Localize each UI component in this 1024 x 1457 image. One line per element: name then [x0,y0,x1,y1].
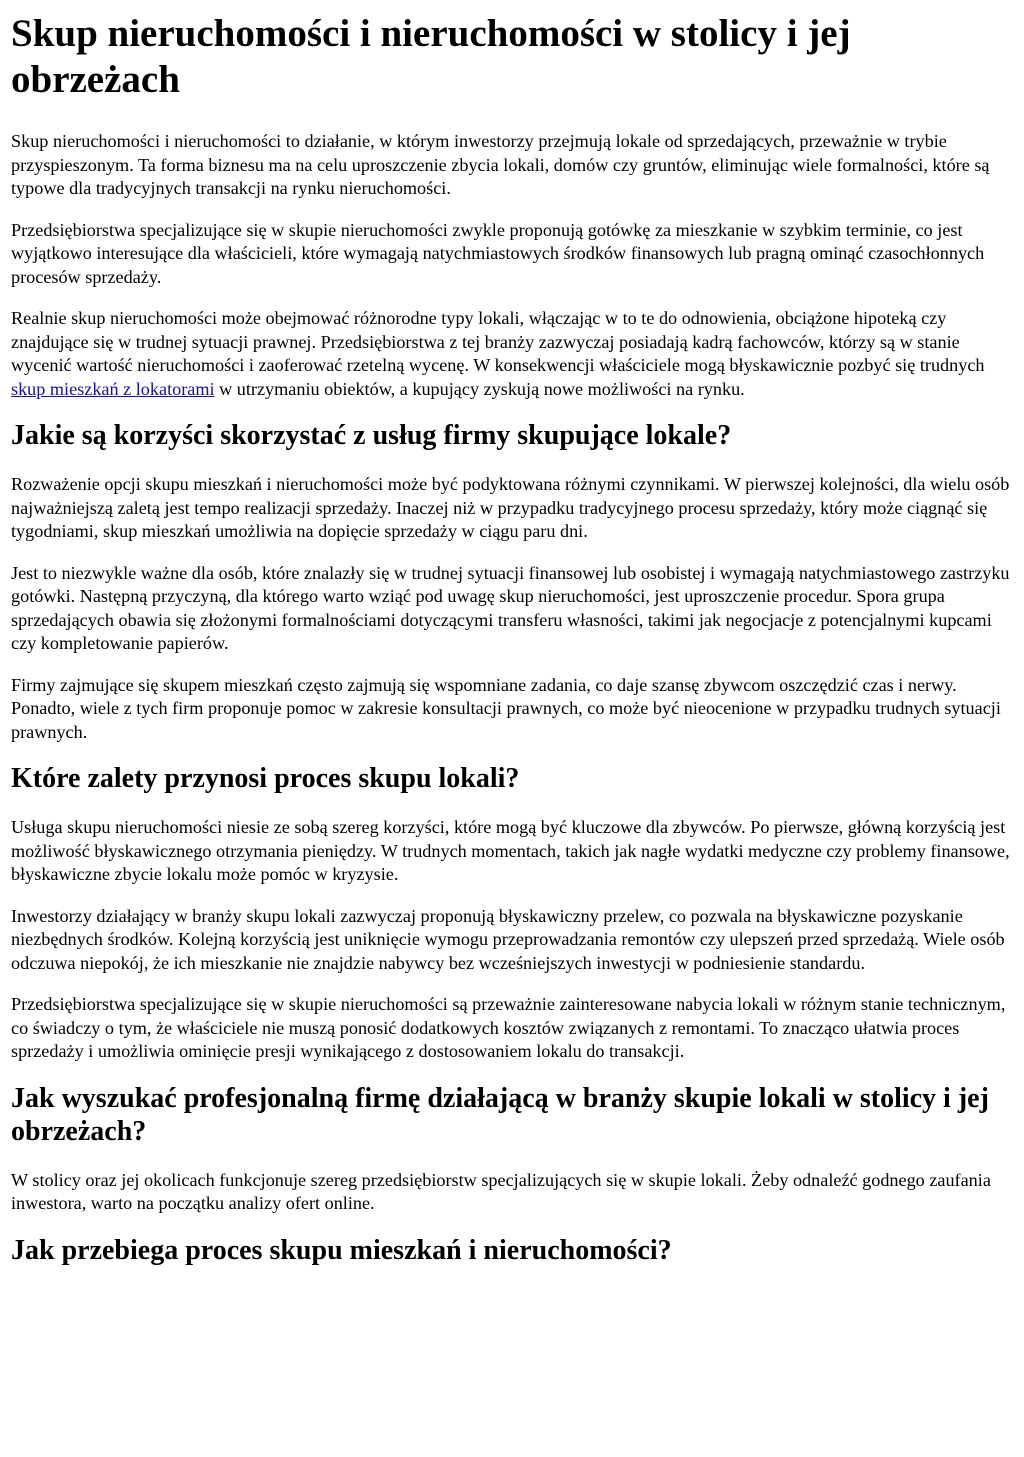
section-4-heading: Jak przebiega proces skupu mieszkań i nieruchomości? [11,1234,672,1266]
section-1-paragraph-1: Rozważenie opcji skupu mieszkań i nieruchomości może być podyktowana różnymi czynnikami. W pierwszej kolejności, dla wielu osób najważniejszą zaletą jest tempo realizacji sprzedaży. Inaczej niż w przypadku tradycyjnego procesu sprzedaży, który może ciągnąć się tygodniami, skup mieszkań umożliwia na dopięcie sprzedaży w ciągu paru dni. [11,474,1010,541]
section-1-paragraph-3: Firmy zajmujące się skupem mieszkań często zajmują się wspomniane zadania, co daje szansę zbywcom oszczędzić czas i nerwy. Ponadto, wiele z tych firm proponuje pomoc w zakresie konsultacji prawnych, co może być nieocenione w przypadku trudnych sytuacji prawnych. [11,674,1001,742]
section-2-heading: Które zalety przynosi proces skupu lokali? [11,763,520,794]
section-3-paragraph-1: W stolicy oraz jej okolicach funkcjonuje szereg przedsiębiorstw specjalizujących się w skupie lokali. Żeby odnaleźć godnego zaufania inwestora, warto na początku analizy ofert online. [11,1169,991,1213]
section-2-paragraph-1: Usługa skupu nieruchomości niesie ze sobą szereg korzyści, które mogą być kluczowe dla zbywców. Po pierwsze, główną korzyścią jest możliwość błyskawicznego otrzymania pieniędzy. W trudnych momentach, takich jak nagłe wydatki medyczne czy problemy finansowe, błyskawiczne zbycie lokalu może pomóc w kryzysie. [11,817,1010,884]
page-title: Skup nieruchomości i nieruchomości w stolicy i jej obrzeżach [11,12,851,101]
intro-paragraph-3-text-after: w utrzymaniu obiektów, a kupujący zyskują nowe możliwości na rynku. [214,378,745,399]
section-2-paragraph-3: Przedsiębiorstwa specjalizujące się w skupie nieruchomości są przeważnie zainteresowane nabycia lokali w różnym stanie technicznym, co świadczy o tym, że właściciele nie muszą ponosić dodatkowych kosztów związanych z remontami. To znacząco ułatwia proces sprzedaży i umożliwia ominięcie presji wynikającego z dostosowaniem lokalu do transakcji. [11,994,1006,1061]
intro-paragraph-3-text-before: Realnie skup nieruchomości może obejmować różnorodne typy lokali, włączając w to te do odnowienia, obciążone hipoteką czy znajdujące się w trudnej sytuacji prawnej. Przedsiębiorstwa z tej branży zazwyczaj posiadają kadrą fachowców, którzy są w stanie wycenić wartość nieruchomości i zaoferować rzetelną wycenę. W konsekwencji właściciele mogą błyskawicznie pozbyć się trudnych [11,308,985,375]
skup-mieszkan-z-lokatorami-link[interactable]: skup mieszkań z lokatorami [11,378,215,399]
section-1-paragraph-2: Jest to niezwykle ważne dla osób, które znalazły się w trudnej sytuacji finansowej lub osobistej i wymagają natychmiastowego zastrzyku gotówki. Następną przyczyną, dla którego warto wziąć pod uwagę skup nieruchomości, jest uproszczenie procedur. Spora grupa sprzedających obawia się złożonymi formalnościami dotyczącymi transferu własności, takimi jak negocjacje z potencjalnymi kupcami czy kompletowanie papierów. [11,562,1010,653]
article [0,11,1024,1267]
intro-paragraph-2: Przedsiębiorstwa specjalizujące się w skupie nieruchomości zwykle proponują gotówkę za mieszkanie w szybkim terminie, co jest wyjątkowo interesujące dla właścicieli, które wymagają natychmiastowych środków finansowych lub pragną ominąć czasochłonnych procesów sprzedaży. [11,219,985,287]
section-3-heading: Jak wyszukać profesjonalną firmę działającą w branży skupie lokali w stolicy i jej obrzeżach? [11,1082,989,1147]
section-1-heading: Jakie są korzyści skorzystać z usług firmy skupujące lokale? [11,420,732,451]
intro-paragraph-1: Skup nieruchomości i nieruchomości to działanie, w którym inwestorzy przejmują lokale od sprzedających, przeważnie w trybie przyspieszonym. Ta forma biznesu ma na celu uproszczenie zbycia lokali, domów czy gruntów, eliminując wiele formalności, które są typowe dla tradycyjnych transakcji na rynku nieruchomości. [11,131,990,198]
intro-paragraph-3 [11,307,1013,401]
section-2-paragraph-2: Inwestorzy działający w branży skupu lokali zazwyczaj proponują błyskawiczny przelew, co pozwala na błyskawiczne pozyskanie niezbędnych środków. Kolejną korzyścią jest uniknięcie wymogu przeprowadzania remontów czy ulepszeń przed sprzedażą. Wiele osób odczuwa niepokój, że ich mieszkanie nie znajdzie nabywcy bez wcześniejszych inwestycji w podniesienie standardu. [11,905,1005,973]
